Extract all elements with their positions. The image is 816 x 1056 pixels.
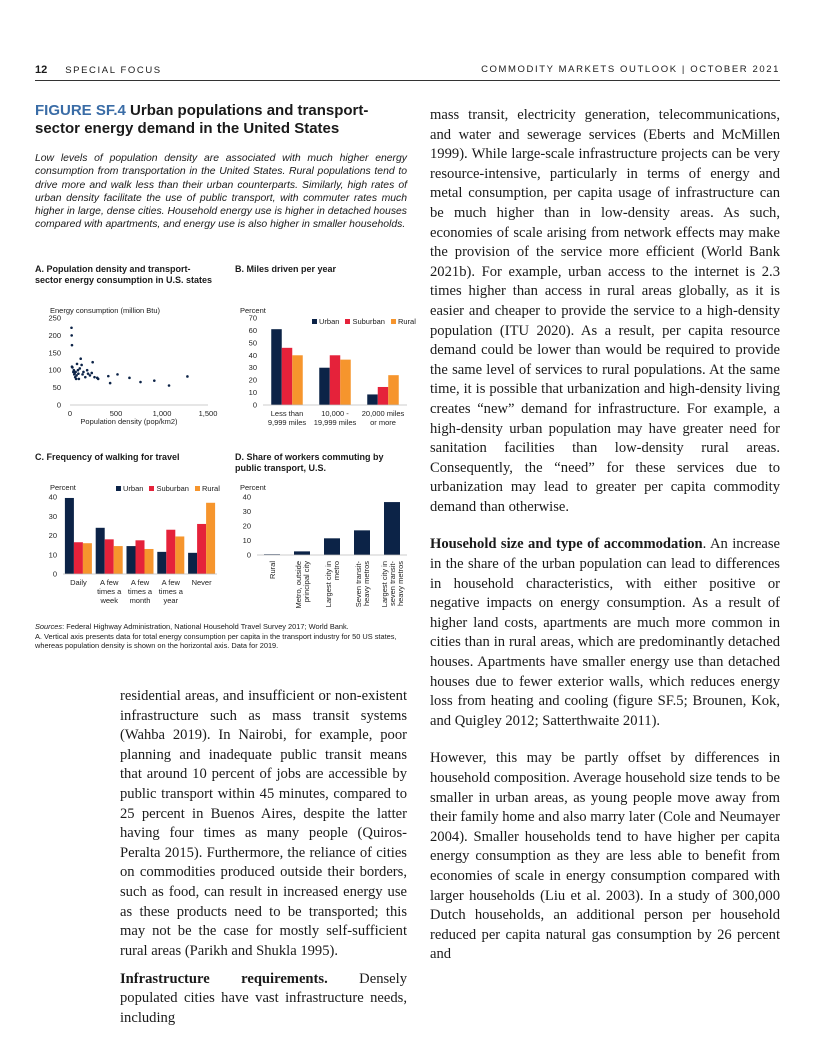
y-tick-label: 70 <box>248 313 257 323</box>
data-point <box>91 361 94 364</box>
bar-suburban <box>74 542 83 574</box>
legend-urban: Urban <box>312 317 339 326</box>
legend-rural: Rural <box>391 317 416 326</box>
bar-suburban <box>166 530 175 574</box>
paragraph: residential areas, and insufficient or non-existent infrastructure such as mass transit systems (Wahba 2019). In Nairobi, for example, poor planning and inadequate public transit means that around 10 percent of jobs are accessible by public transport within 45 minutes, compared to 25 percent in Buenos Aires, despite the latter having four times as many people (Quiros-Peralta 2015). Furthermore, the reliance of cities on commodities produced outside their borders, such as food, can result in increased energy use as these products need to be transported; this may not be the case for mostly self-sufficient rural areas (Parikh and Shukla 1995). <box>120 688 407 959</box>
panel-c-title: C. Frequency of walking for travel <box>35 452 180 462</box>
legend-suburban: Suburban <box>149 484 189 493</box>
y-tick-label: 150 <box>48 348 61 358</box>
data-point <box>168 384 171 387</box>
x-tick-label: 20,000 miles or more <box>361 409 405 427</box>
figure-label: FIGURE SF.4 <box>35 102 126 119</box>
bar-rural <box>175 536 184 574</box>
sources-text: : Federal Highway Administration, National Household Travel Survey 2017; World Bank. <box>62 622 349 631</box>
bar-share <box>354 530 370 555</box>
y-tick-label: 250 <box>48 313 61 323</box>
bar-suburban <box>282 348 293 405</box>
data-point <box>128 377 131 380</box>
figure-sources <box>35 622 410 651</box>
bar-suburban <box>330 355 341 405</box>
panel-a-ylabel: Energy consumption (million Btu) <box>50 306 161 315</box>
data-point <box>75 378 78 381</box>
bar-rural <box>145 549 154 574</box>
figure-note: A. Vertical axis presents data for total energy consumption per capita in the transport industry for 50 US states, whereas population density is shown on the horizontal axis. Data for 2019. <box>35 631 397 651</box>
y-tick-label: 0 <box>52 569 57 579</box>
data-point <box>109 382 112 385</box>
bar-rural <box>292 355 303 405</box>
y-tick-label: 30 <box>48 511 57 521</box>
y-tick-label: 10 <box>248 388 257 398</box>
y-tick-label: 40 <box>248 350 257 360</box>
data-point <box>80 364 83 367</box>
x-tick-label: Daily <box>70 578 87 587</box>
data-point <box>97 378 100 381</box>
data-point <box>107 375 110 378</box>
data-point <box>93 376 96 379</box>
panel-b-title: B. Miles driven per year <box>235 264 337 274</box>
y-tick-label: 100 <box>48 365 61 375</box>
paragraph: Infrastructure requirements. Densely populated cities have vast infrastructure needs, including <box>120 970 407 1026</box>
sources-label: Sources <box>35 622 63 631</box>
panel-d-bar-chart <box>235 490 413 618</box>
y-tick-label: 50 <box>248 338 257 348</box>
bar-urban <box>96 528 105 574</box>
bar-rural <box>114 546 123 574</box>
data-point <box>116 373 119 376</box>
figure-description: Low levels of population density are associated with much higher energy consumption from transportation in the United States. Rural populations tend to drive more and walk less than their urban counterparts. Similarly, high rates of urban density facilitate the use of public transport, with commuter rates much higher in large, dense cities. Household energy use is higher in detached houses compared with apartments, and energy use is also higher in smaller households. <box>35 153 407 231</box>
x-tick-label: Seven transit-heavy metros <box>354 561 371 608</box>
x-tick-label: Less than 9,999 miles <box>267 409 307 427</box>
panel-b-bar-chart <box>235 310 413 432</box>
data-point <box>81 373 84 376</box>
data-point <box>78 378 81 381</box>
publication-title: COMMODITY MARKETS OUTLOOK | OCTOBER 2021 <box>481 64 780 75</box>
x-tick-label: 1,500 <box>198 409 218 418</box>
panel-c-ylabel: Percent <box>50 483 76 492</box>
panel-d-title: D. Share of workers commuting by public transport, U.S. <box>235 452 384 473</box>
paragraph: However, this may be partly offset by differences in household composition. Average household size tends to be smaller in urban areas, as young people move away from their family home and also marry later (Cole and Neumayer 2004). Smaller households tend to have higher per capita energy consumption as they are less able to benefit from economies of scale in energy consumption compared with larger households (Liu et al. 2003). In a study of 300,000 Dutch households, an additional person per household reduced per capita natural gas consumption by 26 percent and <box>430 750 780 963</box>
bar-urban <box>65 498 74 574</box>
bar-rural <box>83 543 92 574</box>
bar-share <box>294 551 310 555</box>
bar-rural <box>340 360 351 405</box>
left-text-column <box>120 687 407 1037</box>
bar-suburban <box>136 540 145 574</box>
legend-rural: Rural <box>195 484 220 493</box>
data-point <box>74 371 77 374</box>
bar-urban <box>157 552 166 574</box>
y-tick-label: 200 <box>48 330 61 340</box>
paragraph-heading: Infrastructure requirements. <box>120 970 328 987</box>
legend-suburban: Suburban <box>345 317 385 326</box>
bar-rural <box>388 375 399 405</box>
panel-d-ylabel: Percent <box>240 483 266 492</box>
x-tick-label: Metro, outsideprincipal city <box>294 561 311 609</box>
data-point <box>186 375 189 378</box>
panel-c-bar-chart <box>35 490 225 618</box>
page-number: 12 <box>35 64 48 76</box>
section-name: SPECIAL FOCUS <box>65 65 162 76</box>
paragraph: Household size and type of accommodation. An increase in the share of the urban population can lead to differences in household characteristics, with either positive or negative impacts on energy consumption. As a result of higher land costs, apartments are much more common in cities than in rural areas, which are predominantly detached houses. Apartments have smaller energy use than detached houses due to fewer exterior walls, which reduces energy loss from heating and cooling (figure SF.5; Brounen, Kok, and Quigley 2012; Satterthwaite 2011). <box>430 536 781 729</box>
bar-suburban <box>105 539 114 574</box>
bar-share <box>384 502 400 555</box>
y-tick-label: 50 <box>52 383 61 393</box>
x-tick-label: 10,000 -19,999 miles <box>313 409 357 427</box>
x-tick-label: A few times a year <box>158 578 183 605</box>
paragraph-heading: Household size and type of accommodation <box>430 536 703 553</box>
legend-urban: Urban <box>116 484 143 493</box>
data-point <box>71 344 74 347</box>
data-point <box>84 376 87 379</box>
figure-title-text: Urban populations and transport-sector energy demand in the United States <box>35 102 369 137</box>
data-point <box>78 367 81 370</box>
bar-suburban <box>197 524 206 574</box>
bar-urban <box>367 394 378 405</box>
data-point <box>70 334 73 337</box>
right-text-column <box>430 106 780 973</box>
x-tick-label: 0 <box>67 409 73 418</box>
bar-urban <box>271 329 282 405</box>
data-point <box>82 371 85 374</box>
data-point <box>79 357 82 360</box>
bar-urban <box>127 546 136 574</box>
y-tick-label: 20 <box>48 531 57 540</box>
page-header <box>35 64 780 81</box>
bar-share <box>324 538 340 555</box>
y-tick-label: 0 <box>246 550 251 560</box>
data-point <box>86 369 89 372</box>
bar-suburban <box>378 387 389 405</box>
y-tick-label: 0 <box>252 400 257 410</box>
data-point <box>71 366 74 369</box>
figure-title <box>35 102 410 138</box>
y-tick-label: 20 <box>242 521 251 531</box>
panel-a-title: A. Population density and transport-sector energy consumption in U.S. states <box>35 264 213 285</box>
x-tick-label: A few times a month <box>127 578 153 605</box>
y-tick-label: 40 <box>48 492 57 502</box>
x-tick-label: 1,000 <box>152 409 172 418</box>
x-tick-label: 500 <box>109 409 123 418</box>
y-tick-label: 30 <box>242 507 251 516</box>
data-point <box>153 379 156 382</box>
data-point <box>139 381 142 384</box>
y-tick-label: 20 <box>248 375 257 385</box>
x-tick-label: Largest city inmetro <box>324 561 341 608</box>
data-point <box>89 374 92 377</box>
panel-b-ylabel: Percent <box>240 306 266 315</box>
x-tick-label: Never <box>191 578 212 587</box>
y-tick-label: 10 <box>48 550 57 560</box>
bar-rural <box>206 503 215 574</box>
bar-urban <box>188 553 197 574</box>
bar-urban <box>319 368 330 405</box>
data-point <box>70 326 73 329</box>
y-tick-label: 10 <box>242 536 251 545</box>
y-tick-label: 60 <box>248 325 257 335</box>
y-tick-label: 30 <box>248 363 257 373</box>
y-tick-label: 0 <box>56 400 61 410</box>
paragraph: mass transit, electricity generation, telecommunications, and water and sewerage services (Eberts and McMillen 1999). While large-scale infrastructure projects can be very resource-intensive, particularly in terms of energy and metal consumption, per capita usage of infrastructure can be much higher than in low-density areas. As such, economies of scale arising from network effects may make the provision of the service more efficient (World Bank 2021b). For example, urban access to the internet is 2.3 times higher than access in rural areas globally, as it is easier and cheaper to provide the service to a high-density population (ITU 2020). As a result, per capita resource demand could be lower than would be required to provide the same level of services to rural populations. At the same time, it is possible that urbanization and high-density living creates “new” demand for infrastructure. For example, a high-density urban population may have greater need for sanitation facilities than low-density rural areas. Consequently, the “need” for these services due to urbanization may lead to greater per capita commodity demand than otherwise. <box>430 107 780 515</box>
y-tick-label: 40 <box>242 492 251 502</box>
x-tick-label: A few times a week <box>97 578 122 605</box>
data-point <box>77 372 80 375</box>
x-axis-label: Population density (pop/km2) <box>80 417 178 426</box>
panel-a-scatter-chart <box>35 310 220 432</box>
x-tick-label: Largest city inseven transit-heavy metros <box>380 561 405 608</box>
data-point <box>76 363 79 366</box>
x-tick-label: Rural <box>268 561 277 579</box>
data-point <box>90 372 93 375</box>
